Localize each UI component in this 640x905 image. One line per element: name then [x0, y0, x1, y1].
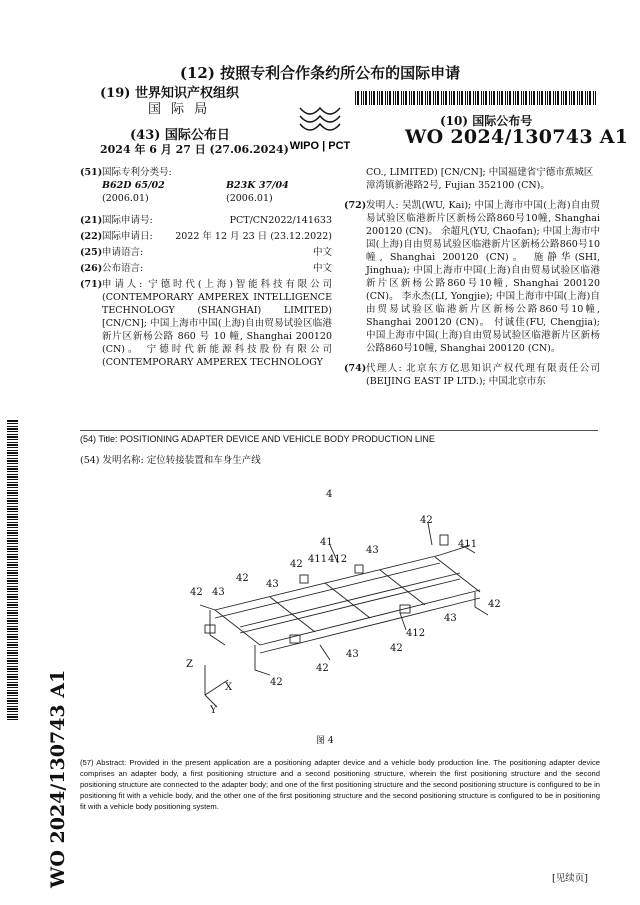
title-english: (54) Title: POSITIONING ADAPTER DEVICE AND VEHICLE BODY PRODUCTION LINE — [80, 434, 435, 444]
pub-date: 2024 年 6 月 27 日 (27.06.2024) — [100, 143, 289, 156]
svg-text:42: 42 — [190, 587, 203, 598]
field-25: (25) 申请语言: 中文 — [80, 247, 332, 258]
field-22: (22) 国际申请日: 2022 年 12 月 23 日 (23.12.2022) — [80, 231, 332, 242]
axis-z-label: Z — [186, 659, 193, 670]
svg-text:411: 411 — [458, 539, 478, 550]
title-chinese: (54) 发明名称: 定位转接装置和车身生产线 — [80, 455, 261, 466]
axis-x-label: X — [225, 682, 233, 693]
ref-4: 4 — [326, 489, 333, 500]
svg-text:42: 42 — [316, 663, 329, 674]
svg-text:43: 43 — [346, 649, 359, 660]
svg-text:43: 43 — [212, 587, 225, 598]
svg-text:412: 412 — [328, 554, 348, 565]
field-71-continued: CO., LIMITED) [CN/CN]; 中国福建省宁德市蕉城区漳湾镇新港路2号, Fujian 352100 (CN)。 — [366, 167, 594, 191]
svg-text:411: 411 — [308, 554, 328, 565]
axis-y-label: Y — [210, 705, 217, 715]
filing-date: 2022 年 12 月 23 日 (23.12.2022) — [175, 231, 332, 242]
ipc-class-2: B23K 37/04 — [226, 180, 289, 191]
abstract: (57) Abstract: Provided in the present application are a positioning adapter device and a vehicle body production line. The positioning adapter device comprises an adapter body, a first positioning structure and a second positioning structure, wherein the first positioning structure and the second positioning structure are connected to the adapter body; and one of the first positioning structure and the second positioning structure is configured to be in positioning fit with a vehicle body, and the other one of the first positioning structure and the second positioning structure is configured to be in positioning fit with a vehicle body positioning system. — [80, 758, 600, 811]
svg-text:43: 43 — [366, 545, 379, 556]
bibliographic-right — [344, 166, 600, 391]
field-26: (26) 公布语言: 中文 — [80, 263, 332, 274]
organization-name — [100, 86, 239, 118]
divider — [80, 430, 598, 431]
svg-text:42: 42 — [488, 599, 501, 610]
wipo-logo-icon — [270, 104, 370, 152]
org-number: (19) — [100, 86, 131, 101]
svg-text:42: 42 — [420, 515, 433, 526]
field-21: (21) 国际申请号: PCT/CN2022/141633 — [80, 215, 332, 226]
pub-number-label: (10) 国际公布号 — [440, 114, 533, 128]
svg-text:42: 42 — [390, 643, 403, 654]
bibliographic-left — [80, 166, 332, 372]
field-74-agent: (74) 代理人: 北京东方亿思知识产权代理有限责任公司 (BEIJING EAST IP LTD.); 中国北京市东 — [344, 363, 600, 387]
pub-number: WO 2024/130743 A1 — [405, 126, 629, 148]
barcode-icon — [355, 91, 597, 105]
document-title: (12) 按照专利合作条约所公布的国际申请 — [179, 64, 461, 82]
side-barcode-icon — [7, 420, 18, 720]
application-number: PCT/CN2022/141633 — [229, 215, 332, 226]
side-pub-number: WO 2024/130743 A1 — [47, 669, 69, 888]
continued-label: [见续页] — [552, 873, 588, 884]
figure-caption: 图 4 — [316, 736, 334, 746]
svg-text:41: 41 — [320, 537, 333, 548]
svg-text:43: 43 — [444, 613, 457, 624]
org-name: 世界知识产权组织 — [134, 86, 239, 101]
pub-date-label: (43) 国际公布日 — [130, 128, 230, 143]
svg-text:42: 42 — [236, 573, 249, 584]
ipc-class-1: B62D 65/02 — [102, 180, 165, 191]
field-72-inventors: (72) 发明人: 吴凯(WU, Kai); 中国上海市中国(上海)自由贸易试验区临港新片区新杨公路860号10幢, Shanghai 200120 (CN)。 余超凡(YU, Chaofan); 中国上海市中国(上海)自由贸易试验区临港新片区新杨公路860号10幢, Shanghai 200120 (CN)。 施静华(SHI, Jinghua); 中国上海市中国(上海)自由贸易试验区临港新片区新杨公路860号10幢, Shanghai 200120 (CN)。 李永杰(LI, Yongjie); 中国上海市中国(上海)自由贸易试验区临港新片区新杨公路860号10幢, Shanghai 200120 (CN)。 付诚佳(FU, Chengjia); 中国上海市中国(上海)自由贸易试验区临港新片区新杨公路860号10幢, Shanghai 200120 (CN)。 — [344, 200, 600, 354]
wipo-logo-text: WIPO | PCT — [289, 140, 351, 152]
svg-text:412: 412 — [406, 628, 426, 639]
svg-text:42: 42 — [290, 559, 303, 570]
field-51: (51) 国际专利分类号: B62D 65/02 (2006.01) B23K 37/04 (2006.01) — [80, 167, 289, 204]
org-subname: 国 际 局 — [148, 102, 211, 117]
patent-drawing — [170, 485, 510, 715]
svg-text:43: 43 — [266, 579, 279, 590]
field-71-applicants: (71) 申请人: 宁德时代(上海)智能科技有限公司 (CONTEMPORARY AMPEREX INTELLIGENCE TECHNOLOGY (SHANGHAI) LIMITED) [CN/CN]; 中国上海市中国(上海)自由贸易试验区临港新片区新杨公路 860 号 10 幢, Shanghai 200120 (CN)。 宁德时代新能源科技股份有限公司 (CONTEMPORARY AMPEREX TECHNOLOGY — [80, 279, 332, 368]
svg-text:42: 42 — [270, 677, 283, 688]
